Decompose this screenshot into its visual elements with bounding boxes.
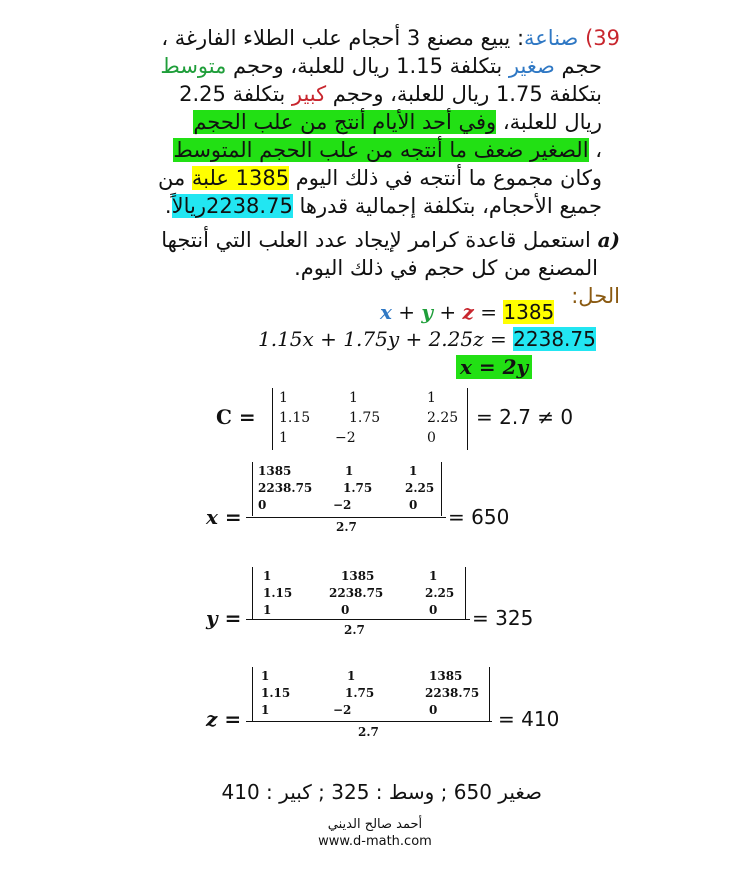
- det-z-denominator: 2.7: [358, 725, 379, 739]
- problem-line-2: [100, 52, 620, 80]
- det-c-cell: 1.15: [279, 410, 311, 426]
- text-fragment: بتكلفة 1.15 ريال للعلبة، وحجم: [226, 54, 509, 78]
- part-a-line-2-text: المصنع من كل حجم في ذلك اليوم.: [294, 256, 598, 280]
- det-x-cell: 1: [345, 464, 354, 478]
- highlight-green-2: الصغير ضعف ما أنتجه من علب الحجم المتوسط: [173, 138, 589, 162]
- det-y-result: = 325: [472, 606, 534, 630]
- det-x-denominator: 2.7: [336, 520, 357, 534]
- det-c-label-text: C =: [216, 405, 256, 429]
- part-a-line-1-text: استعمل قاعدة كرامر لإيجاد عدد العلب التي أنتجها: [161, 228, 598, 252]
- var-y: y: [421, 300, 434, 324]
- text-fragment: ريال للعلبة،: [496, 110, 602, 134]
- det-y-cell: 2.25: [425, 586, 455, 600]
- problem-line-3: [100, 80, 620, 108]
- equation-1: [380, 300, 554, 324]
- op: +: [398, 300, 416, 324]
- det-c-label: [216, 405, 256, 429]
- solution-label: الحل:: [571, 284, 620, 308]
- det-y-fraction-bar: [246, 619, 470, 620]
- det-z-cell: 1: [261, 669, 270, 683]
- det-z-cell: −2: [333, 703, 352, 717]
- det-z-cell: 1.75: [345, 686, 375, 700]
- problem-line-1: [100, 24, 620, 52]
- det-z-cell: 1: [347, 669, 356, 683]
- final-answer: صغير 650 ; وسط : 325 ; كبير : 410: [221, 780, 542, 804]
- problem-statement: [100, 24, 620, 220]
- text-fragment: وكان مجموع ما أنتجه في ذلك اليوم: [289, 166, 602, 190]
- det-c-cell: 2.25: [427, 410, 459, 426]
- part-a: [100, 226, 620, 310]
- word-small: صغير: [508, 54, 555, 78]
- footer-website: www.d-math.com: [318, 834, 432, 849]
- det-c-cell: 1: [279, 390, 288, 406]
- equation-3: x = 2y: [456, 355, 532, 379]
- det-c-matrix: [272, 388, 468, 450]
- text-fragment: من: [157, 166, 192, 190]
- problem-topic: صناعة: [524, 26, 579, 50]
- op: +: [439, 300, 457, 324]
- det-x-cell: 2.25: [405, 481, 435, 495]
- det-x-matrix: [252, 462, 442, 516]
- det-x-cell: 2238.75: [258, 481, 313, 495]
- part-a-line-2: [100, 254, 620, 282]
- var-z: z: [462, 300, 474, 324]
- text-fragment: بتكلفة 2.25: [179, 82, 292, 106]
- part-a-label: a): [597, 228, 620, 252]
- det-c-cell: 1: [427, 390, 436, 406]
- det-c-cell: 0: [427, 430, 436, 446]
- equation-2: [258, 327, 596, 351]
- highlight-green-1: وفي أحد الأيام أنتج من علب الحجم: [193, 110, 497, 134]
- det-x-cell: 1.75: [343, 481, 373, 495]
- word-medium: متوسط: [160, 54, 227, 78]
- op: =: [480, 300, 498, 324]
- det-y-cell: 1: [263, 603, 272, 617]
- det-y-denominator: 2.7: [344, 623, 365, 637]
- part-a-line-1: [100, 226, 620, 254]
- equation-2-rhs: 2238.75: [513, 327, 596, 351]
- highlight-yellow-count: 1385 علبة: [191, 166, 290, 190]
- det-z-cell: 2238.75: [425, 686, 480, 700]
- det-c-cell: −2: [335, 430, 356, 446]
- var-x: x: [380, 300, 392, 324]
- problem-colon: :: [516, 26, 525, 50]
- text-fragment: .: [164, 194, 172, 218]
- det-y-label: [206, 606, 241, 630]
- problem-line-7: [100, 192, 620, 220]
- word-large: كبير: [291, 82, 327, 106]
- det-x-cell: −2: [333, 498, 352, 512]
- equation-2-lhs: 1.15x + 1.75y + 2.25z =: [258, 327, 514, 351]
- det-z-fraction-bar: [246, 721, 492, 722]
- det-y-cell: 1: [429, 569, 438, 583]
- text-fragment: حجم: [554, 54, 602, 78]
- equation-1-rhs: 1385: [503, 300, 555, 324]
- det-x-result: = 650: [448, 505, 510, 529]
- det-x-fraction-bar: [246, 517, 446, 518]
- det-z-label: [206, 707, 241, 731]
- problem-number: 39): [585, 26, 620, 50]
- det-z-result: = 410: [498, 707, 560, 731]
- det-y-cell: 0: [341, 603, 350, 617]
- problem-line-6: [100, 164, 620, 192]
- det-x-cell: 0: [409, 498, 418, 512]
- text-fragment: جميع الأحجام، بتكلفة إجمالية قدرها: [292, 194, 602, 218]
- det-z-cell: 1.15: [261, 686, 291, 700]
- det-z-label-text: z =: [206, 707, 242, 731]
- det-y-cell: 0: [429, 603, 438, 617]
- det-y-cell: 1: [263, 569, 272, 583]
- det-x-cell: 1: [409, 464, 418, 478]
- problem-line-4: [100, 108, 620, 136]
- det-x-cell: 0: [258, 498, 267, 512]
- det-y-cell: 1385: [341, 569, 375, 583]
- det-y-matrix: [252, 567, 466, 619]
- det-c-result: = 2.7 ≠ 0: [476, 405, 574, 429]
- det-y-label-text: y =: [206, 606, 242, 630]
- det-z-cell: 1: [261, 703, 270, 717]
- problem-line-5: [100, 136, 620, 164]
- footer-author: أحمد صالح الديني: [327, 817, 423, 832]
- det-y-cell: 1.15: [263, 586, 293, 600]
- det-z-cell: 1385: [429, 669, 463, 683]
- det-y-cell: 2238.75: [329, 586, 384, 600]
- det-z-matrix: [252, 667, 490, 721]
- highlight-cyan-cost: 2238.75ريالاً: [171, 194, 293, 218]
- det-c-cell: 1.75: [349, 410, 381, 426]
- det-c-cell: 1: [279, 430, 288, 446]
- det-x-cell: 1385: [258, 464, 292, 478]
- det-c-cell: 1: [349, 390, 358, 406]
- text-fragment: ،: [588, 138, 602, 162]
- det-x-label: [206, 505, 242, 529]
- det-x-label-text: x =: [206, 505, 242, 529]
- det-z-cell: 0: [429, 703, 438, 717]
- text-fragment: بتكلفة 1.75 ريال للعلبة، وحجم: [326, 82, 602, 106]
- problem-line-1-text: يبيع مصنع 3 أحجام علب الطلاء الفارغة ،: [161, 26, 517, 50]
